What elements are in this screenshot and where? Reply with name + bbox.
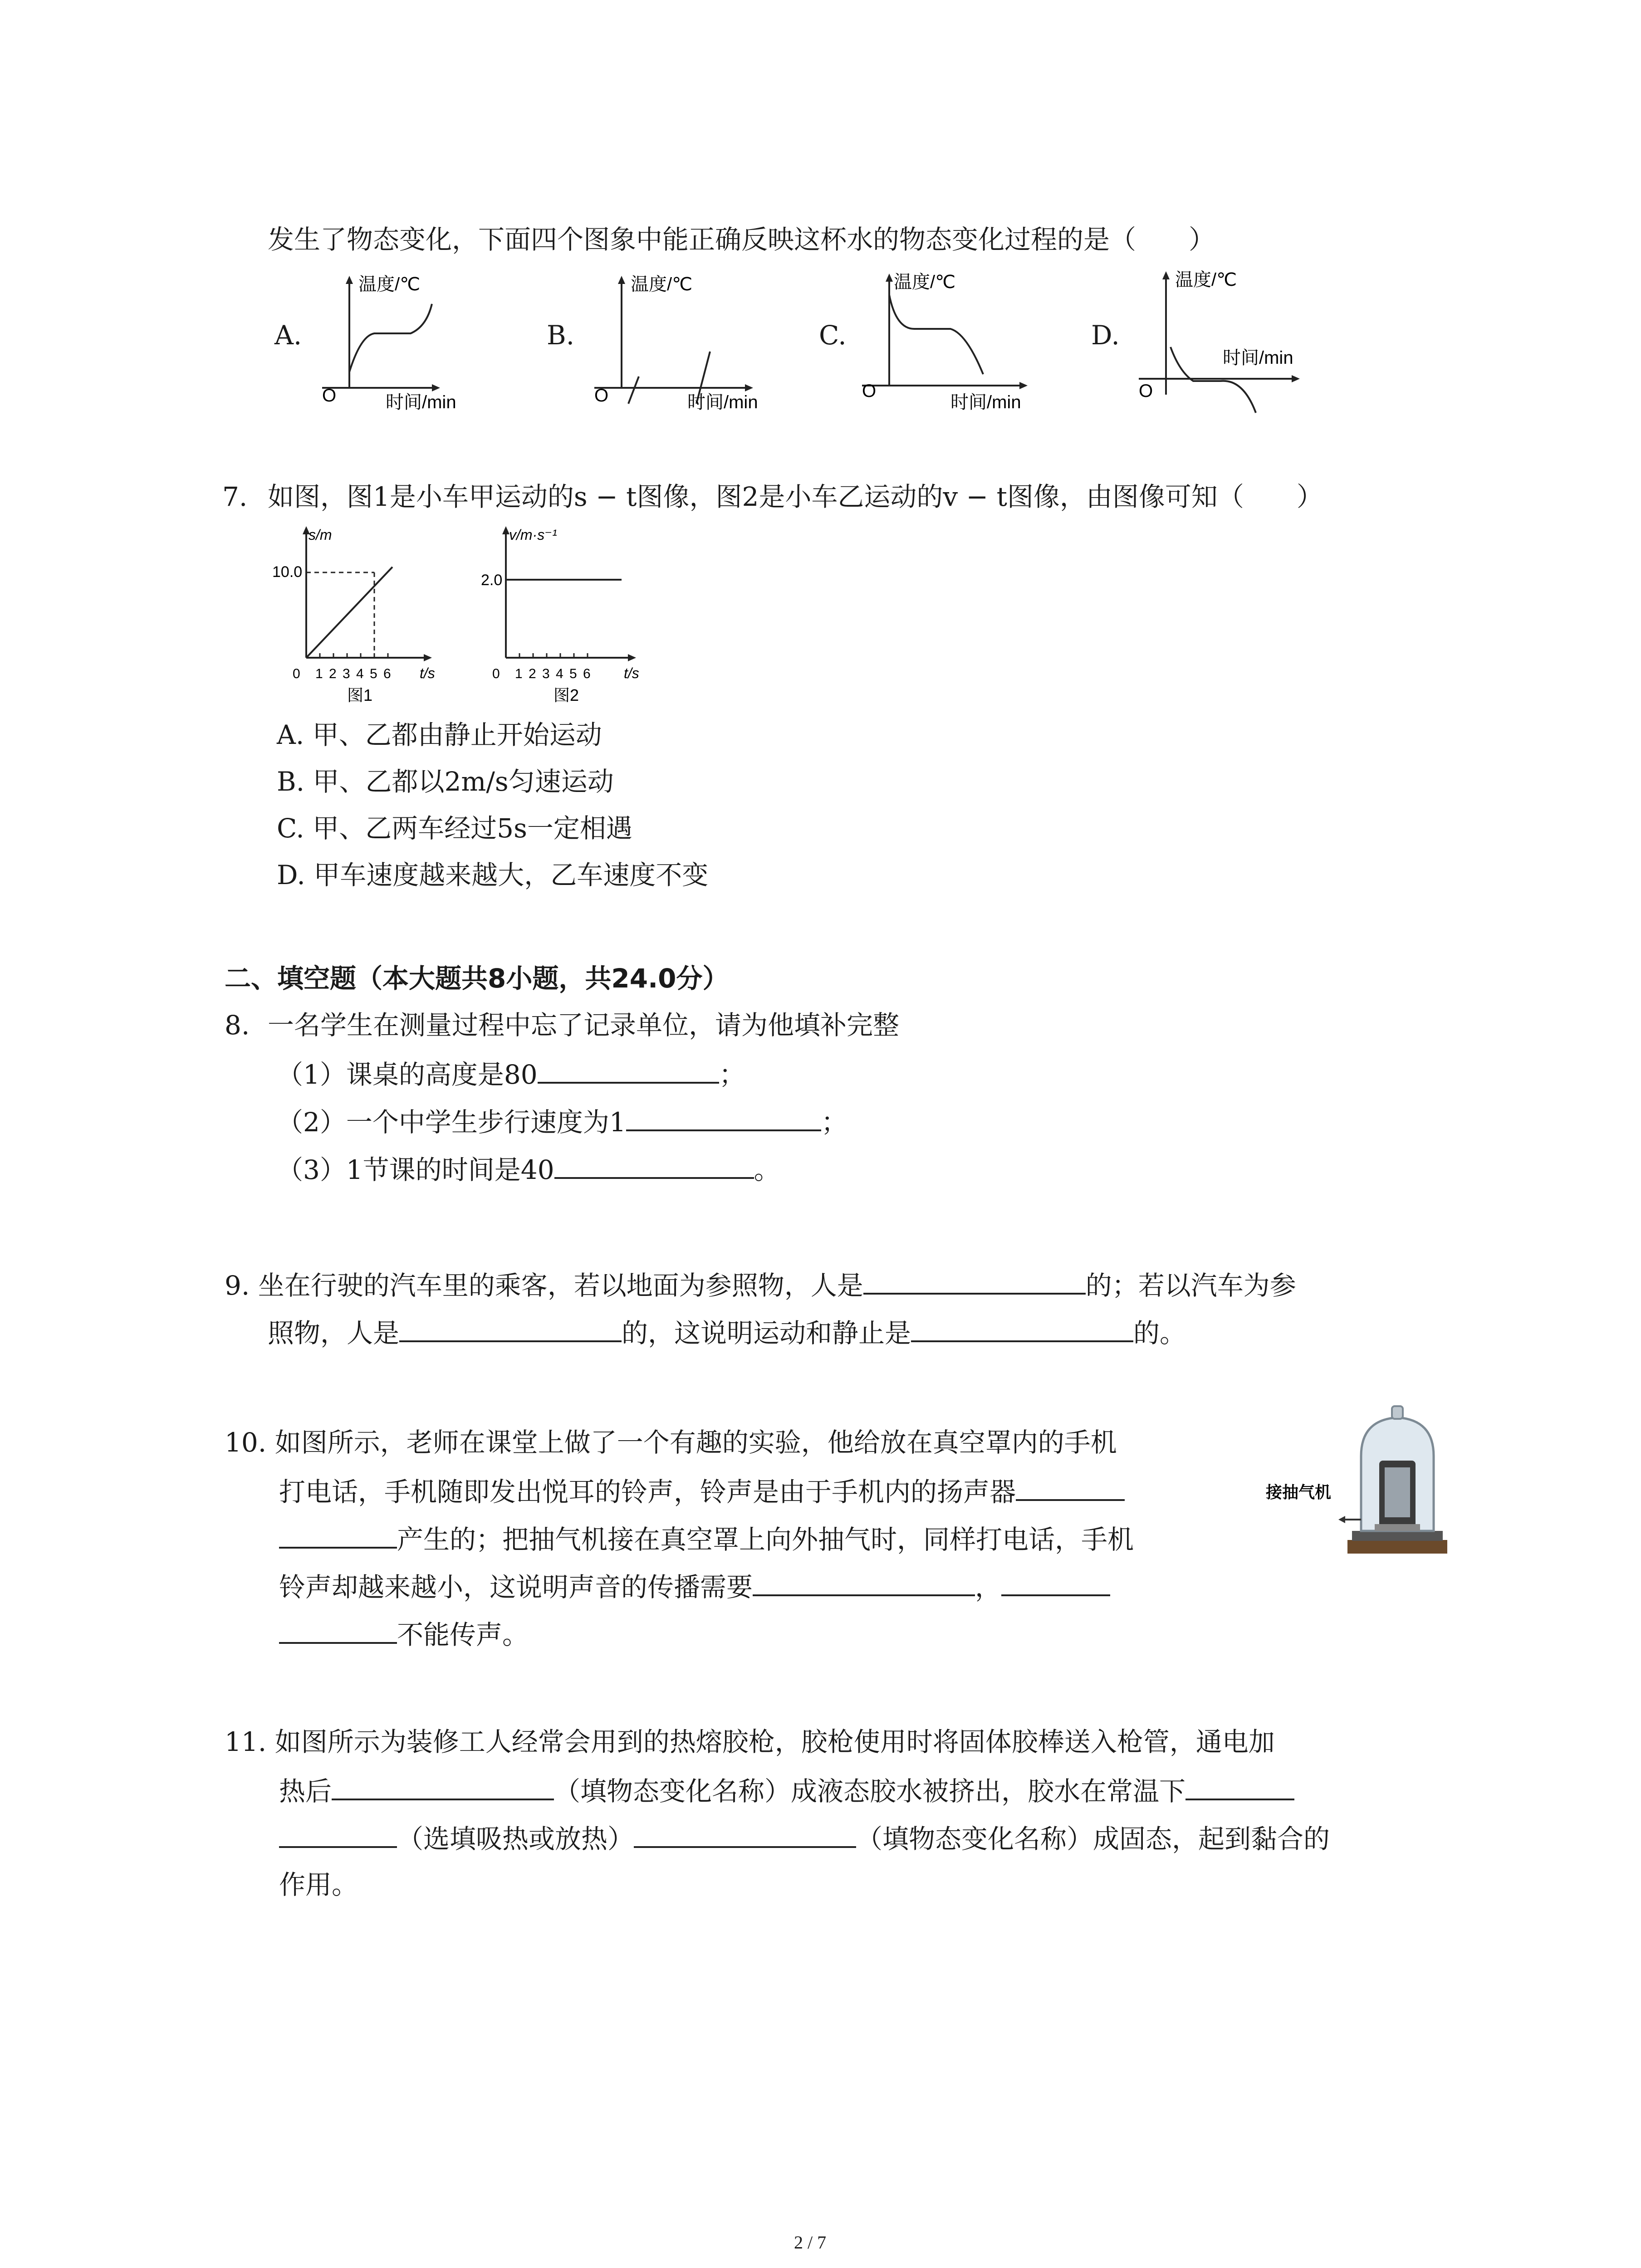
q7-fig1-x-label: t/s xyxy=(420,665,435,681)
q8-item-2: （2）一个中学生步行速度为1 ； xyxy=(277,1102,847,1140)
q7-fig1-tick: 1 xyxy=(315,666,323,681)
q10-blank-1[interactable] xyxy=(1016,1472,1125,1501)
q7-fig2-x-label: t/s xyxy=(624,665,639,681)
q7-fig1-tick: 4 xyxy=(356,666,364,681)
q7-stem: 如图，图1是小车甲运动的s − t图像，图2是小车乙运动的v − t图像，由图像可知（ ） xyxy=(268,481,1323,512)
q8-item-3: （3）1节课的时间是40 。 xyxy=(277,1150,780,1188)
q6-c-x-label: 时间/min xyxy=(950,392,1021,412)
q9-blank-2[interactable] xyxy=(399,1313,622,1342)
q6-option-c-letter: C. xyxy=(819,320,847,351)
q6-stem: 发生了物态变化，下面四个图象中能正确反映这杯水的物态变化过程的是（ ） xyxy=(268,224,1215,255)
q6-graph-b xyxy=(585,272,776,417)
q7-fig2-tick: 4 xyxy=(556,666,563,681)
q10-line-2: 打电话，手机随即发出悦耳的铃声，铃声是由于手机内的扬声器 xyxy=(279,1472,1125,1510)
q11-blank-2[interactable] xyxy=(1185,1771,1294,1800)
q6-option-b-letter: B. xyxy=(547,320,575,351)
q7-fig2-tick: 1 xyxy=(515,666,523,681)
q8-blank-2[interactable] xyxy=(626,1102,821,1131)
q10-blank-2[interactable] xyxy=(279,1520,397,1549)
q9-blank-1[interactable] xyxy=(863,1266,1086,1295)
q6-a-y-label: 温度/℃ xyxy=(358,274,421,294)
q6-b-origin: O xyxy=(594,386,609,406)
bell-jar-label: 接抽气机 xyxy=(1266,1483,1332,1501)
q7-number: 7. xyxy=(222,481,248,512)
q7-option-c: C. 甲、乙两车经过5s一定相遇 xyxy=(277,813,632,844)
q7-fig2-tick: 0 xyxy=(492,666,500,681)
q7-option-a: A. 甲、乙都由静止开始运动 xyxy=(277,719,602,750)
q6-b-y-label: 温度/℃ xyxy=(631,274,693,294)
q9-line-2: 照物，人是 的，这说明运动和静止是 的。 xyxy=(268,1313,1186,1351)
q7-fig2-caption: 图2 xyxy=(554,686,579,704)
q7-fig1-tick: 3 xyxy=(343,666,350,681)
page-number: 2 / 7 xyxy=(794,2232,827,2253)
q9-line-1: 9. 坐在行驶的汽车里的乘客，若以地面为参照物，人是 的；若以汽车为参 xyxy=(225,1266,1296,1304)
q7-fig1-y-value: 10.0 xyxy=(272,563,303,581)
q7-figure-2 xyxy=(458,522,658,717)
q7-fig1-tick: 5 xyxy=(370,666,377,681)
q10-blank-3[interactable] xyxy=(753,1567,975,1596)
q11-line-1: 11. 如图所示为装修工人经常会用到的热熔胶枪，胶枪使用时将固体胶棒送入枪管，通电加 xyxy=(225,1726,1275,1757)
q6-d-y-label: 温度/℃ xyxy=(1175,270,1237,290)
q7-fig1-tick: 0 xyxy=(293,666,300,681)
q10-line-4: 铃声却越来越小，这说明声音的传播需要 ， xyxy=(279,1567,1110,1605)
q6-d-x-label: 时间/min xyxy=(1223,348,1293,368)
q10-line-3: 产生的；把抽气机接在真空罩上向外抽气时，同样打电话，手机 xyxy=(279,1520,1134,1558)
q8-item-1: （1）课桌的高度是80 ； xyxy=(277,1055,745,1093)
q11-line-4: 作用。 xyxy=(279,1869,358,1900)
q7-fig1-tick: 6 xyxy=(383,666,391,681)
q6-c-y-label: 温度/℃ xyxy=(894,272,956,292)
q7-fig1-y-label: s/m xyxy=(309,527,332,543)
q10-blank-5[interactable] xyxy=(279,1615,397,1644)
q7-fig2-tick: 2 xyxy=(529,666,536,681)
q6-d-origin: O xyxy=(1139,381,1153,401)
q7-fig2-tick: 3 xyxy=(542,666,550,681)
q6-a-origin: O xyxy=(322,386,337,406)
q11-line-3: （选填吸热或放热） （填物态变化名称）成固态，起到黏合的 xyxy=(279,1819,1330,1857)
q7-fig1-tick: 2 xyxy=(329,666,337,681)
q7-fig2-tick: 5 xyxy=(569,666,577,681)
q6-graph-c xyxy=(860,270,1050,415)
section-heading: 二、填空题（本大题共8小题，共24.0分） xyxy=(225,963,729,994)
q6-option-d-letter: D. xyxy=(1091,320,1120,351)
q6-graph-a xyxy=(313,272,504,417)
q7-option-b: B. 甲、乙都以2m/s匀速运动 xyxy=(277,766,614,797)
q10-blank-4[interactable] xyxy=(1001,1567,1110,1596)
q11-line-2: 热后 （填物态变化名称）成液态胶水被挤出，胶水在常温下 xyxy=(279,1771,1294,1809)
q10-line-1: 10. 如图所示，老师在课堂上做了一个有趣的实验，他给放在真空罩内的手机 xyxy=(225,1427,1117,1458)
q6-a-x-label: 时间/min xyxy=(386,392,456,412)
q11-blank-1[interactable] xyxy=(332,1771,554,1800)
q10-line-5: 不能传声。 xyxy=(279,1615,529,1653)
q7-option-d: D. 甲车速度越来越大，乙车速度不变 xyxy=(277,860,709,890)
q9-blank-3[interactable] xyxy=(911,1313,1133,1342)
q7-figure-1 xyxy=(254,522,454,717)
q6-option-a-letter: A. xyxy=(274,320,302,351)
q7-fig2-tick: 6 xyxy=(583,666,591,681)
q6-b-x-label: 时间/min xyxy=(687,392,758,412)
q11-blank-4[interactable] xyxy=(634,1819,856,1848)
q8-blank-1[interactable] xyxy=(538,1055,719,1084)
q7-fig2-y-value: 2.0 xyxy=(481,572,503,589)
q7-fig2-y-label: v/m·s⁻¹ xyxy=(509,527,557,543)
q8-number: 8. xyxy=(225,1010,250,1041)
q8-blank-3[interactable] xyxy=(554,1150,754,1179)
q6-c-origin: O xyxy=(862,381,877,401)
q11-blank-3[interactable] xyxy=(279,1819,397,1848)
q8-stem: 一名学生在测量过程中忘了记录单位，请为他填补完整 xyxy=(268,1010,900,1041)
q7-fig1-caption: 图1 xyxy=(347,686,373,704)
q6-graph-d xyxy=(1130,268,1320,422)
bell-jar-figure xyxy=(1266,1402,1465,1556)
